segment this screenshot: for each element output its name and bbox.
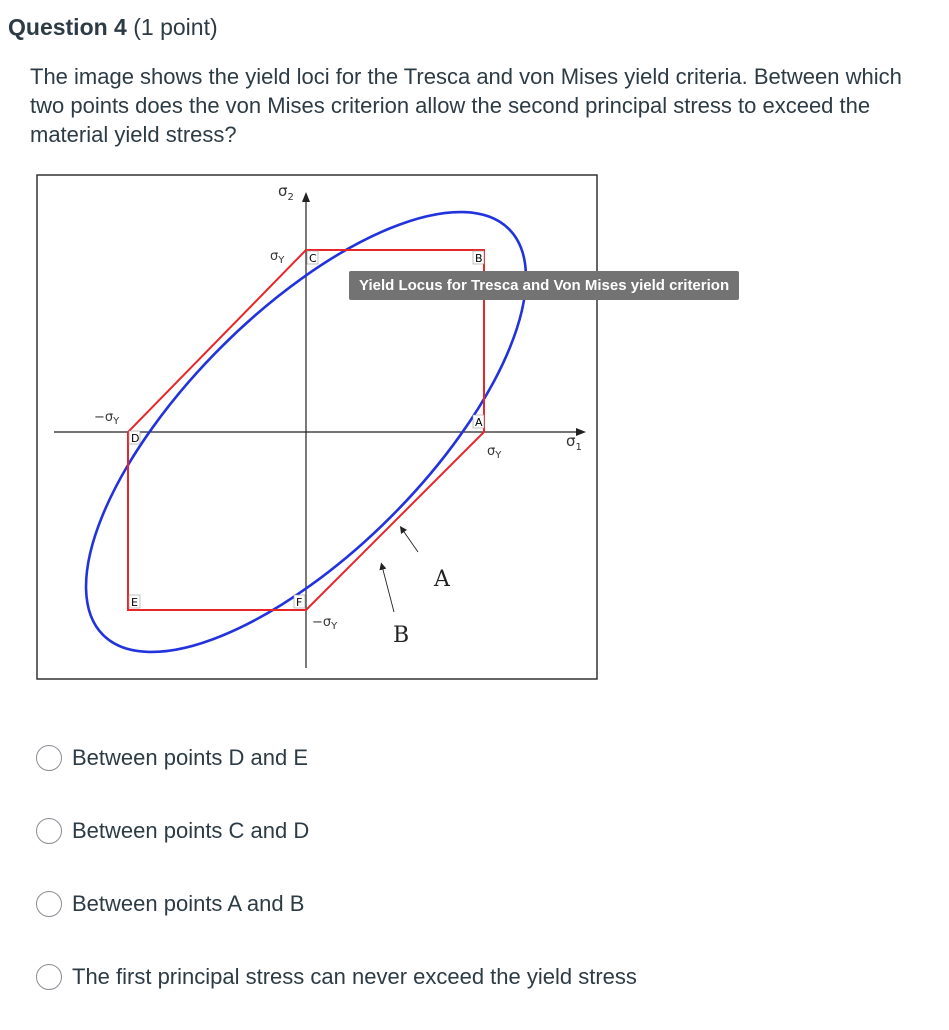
sigma2-label: $\sigma_2$ — [278, 182, 294, 203]
callout-a-label: A — [434, 567, 450, 592]
point-c — [307, 251, 318, 265]
neg-sigma-y-left-label: $-\sigma_Y$ — [94, 410, 120, 427]
answer-option-1[interactable] — [36, 738, 916, 778]
question-points: (1 point) — [133, 14, 218, 40]
answer-4-radio[interactable] — [36, 964, 62, 990]
sigma1-label: $\sigma_1$ — [566, 432, 582, 453]
answer-option-4[interactable] — [36, 957, 916, 997]
answer-1-radio[interactable] — [36, 745, 62, 771]
sigma-y-right-label: $\sigma_Y$ — [487, 444, 502, 461]
yield-locus-diagram — [36, 174, 598, 680]
answer-2-label[interactable]: Between points C and D — [72, 818, 310, 843]
answer-1-label[interactable]: Between points D and E — [72, 745, 309, 770]
point-f — [294, 595, 305, 609]
point-d-label: D — [131, 432, 140, 445]
question-text: The image shows the yield loci for the Tresca and von Mises yield criteria. Between which two points does the von Mises criterion allow the second principal stress to exceed the material yield stress? — [30, 64, 902, 147]
figure-tooltip: Yield Locus for Tresca and Von Mises yield criterion — [349, 271, 739, 300]
answer-options — [36, 738, 916, 1030]
sigma-y-top-label: $\sigma_Y$ — [270, 249, 285, 266]
point-a — [473, 415, 484, 429]
point-a-label: A — [475, 416, 483, 429]
point-d — [129, 431, 140, 445]
answer-3-radio[interactable] — [36, 891, 62, 917]
answer-4-label[interactable]: The first principal stress can never exceed the yield stress — [72, 964, 637, 989]
answer-3-label[interactable]: Between points A and B — [72, 891, 305, 916]
answer-2-radio[interactable] — [36, 818, 62, 844]
point-e-label: E — [131, 596, 138, 609]
yield-locus-figure — [36, 174, 598, 680]
question-header — [8, 14, 218, 41]
question-title: Question 4 — [8, 14, 127, 40]
callout-b-label: B — [393, 623, 410, 648]
callout-a-arrow — [402, 529, 418, 552]
point-b-label: B — [475, 252, 483, 265]
answer-option-2[interactable] — [36, 811, 916, 851]
sigma2-arrow-icon — [302, 192, 310, 202]
callout-b-arrow — [382, 566, 394, 612]
answer-option-3[interactable] — [36, 884, 916, 924]
point-f-label: F — [296, 596, 303, 609]
sigma1-arrow-icon — [576, 428, 586, 436]
neg-sigma-y-bottom-label: $-\sigma_Y$ — [312, 615, 338, 632]
point-b — [473, 251, 484, 265]
point-c-label: C — [309, 252, 317, 265]
point-e — [129, 595, 140, 609]
